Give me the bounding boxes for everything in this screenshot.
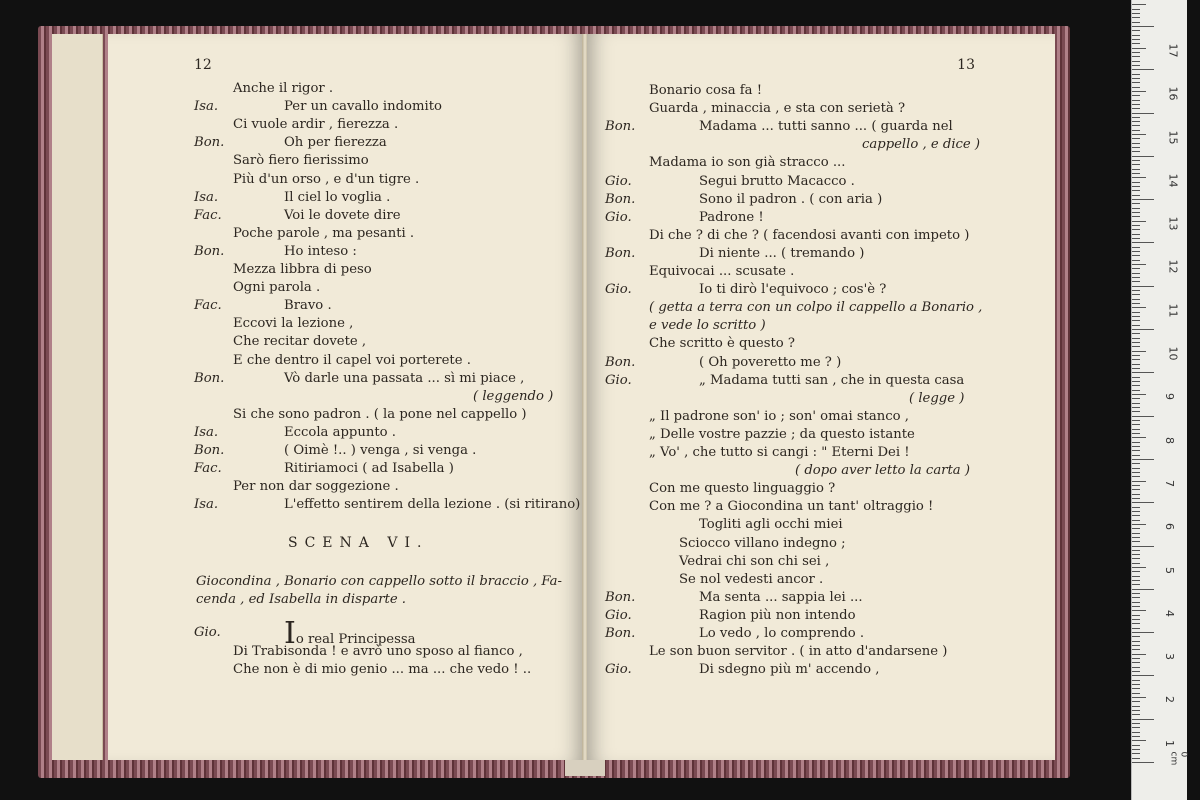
measuring-ruler — [1131, 0, 1187, 800]
ruler-tick — [1132, 242, 1154, 243]
ruler-tick — [1132, 515, 1140, 516]
verse-line: Le son buon servitor . ( in atto d'andarsene ) — [649, 644, 948, 660]
verse-text: o real Principessa — [295, 632, 416, 647]
verse-line: E che dentro il capel voi porterete . — [233, 352, 471, 368]
ruler-tick — [1132, 429, 1140, 430]
speaker-label: Isa. — [194, 424, 219, 440]
ruler-tick — [1132, 550, 1140, 551]
ruler-tick — [1132, 468, 1140, 469]
speaker-label: Bon. — [605, 245, 636, 261]
ruler-tick — [1132, 507, 1140, 508]
ruler-tick — [1132, 351, 1146, 352]
ruler-tick — [1132, 641, 1140, 642]
ruler-tick — [1132, 173, 1140, 174]
verse-line: ( Oh poveretto me ? ) — [699, 354, 842, 370]
ruler-tick — [1132, 758, 1140, 759]
ruler-tick — [1132, 541, 1140, 542]
ruler-tick — [1132, 446, 1140, 447]
ruler-tick — [1132, 520, 1140, 521]
ruler-tick — [1132, 602, 1140, 603]
ruler-tick — [1132, 264, 1146, 265]
ruler-tick — [1132, 43, 1140, 44]
speaker-label: Isa. — [194, 189, 219, 205]
verse-line: Oh per fierezza — [284, 135, 387, 151]
verse-line: Madama io son già stracco ... — [649, 155, 846, 171]
ruler-tick — [1132, 688, 1140, 689]
verse-line: Per un cavallo indomito — [284, 99, 442, 115]
ruler-label: 3 — [1163, 653, 1176, 661]
ruler-tick — [1132, 494, 1140, 495]
verse-line: ( Oimè !.. ) venga , si venga . — [284, 443, 477, 458]
ruler-tick — [1132, 22, 1140, 23]
ruler-label: 8 — [1163, 436, 1176, 444]
ruler-tick — [1132, 693, 1140, 694]
ruler-tick — [1132, 597, 1140, 598]
verse-line: Guarda , minaccia , e sta con serietà ? — [649, 101, 906, 117]
ruler-tick — [1132, 143, 1140, 144]
ruler-tick — [1132, 121, 1140, 122]
ruler-tick — [1132, 307, 1146, 308]
ruler-tick — [1132, 706, 1140, 707]
ruler-tick — [1132, 697, 1146, 698]
ruler-tick — [1132, 87, 1140, 88]
ruler-tick — [1132, 160, 1140, 161]
ruler-tick — [1132, 325, 1140, 326]
ruler-tick — [1132, 138, 1140, 139]
verse-line: Di che ? di che ? ( facendosi avanti con impeto ) — [649, 227, 970, 243]
ruler-tick — [1132, 125, 1140, 126]
verse-line: Ci vuole ardir , fierezza . — [233, 117, 399, 133]
ruler-tick — [1132, 186, 1140, 187]
verse-line: ( dopo aver letto la carta ) — [795, 463, 970, 479]
ruler-tick — [1132, 407, 1140, 408]
ruler-tick — [1132, 554, 1140, 555]
speaker-label: Bon. — [605, 354, 636, 370]
ruler-tick — [1132, 714, 1140, 715]
ruler-tick — [1132, 489, 1140, 490]
verse-line: Il ciel lo voglia . — [284, 189, 391, 205]
ruler-label: 5 — [1163, 566, 1176, 574]
ruler-tick — [1132, 212, 1140, 213]
ruler-tick — [1132, 208, 1140, 209]
verse-line: Di sdegno più m' accendo , — [699, 662, 880, 678]
page-number: 12 — [194, 57, 212, 73]
ruler-tick — [1132, 546, 1154, 547]
speaker-label: Bon. — [194, 443, 225, 458]
ruler-tick — [1132, 628, 1140, 629]
ruler-tick — [1132, 320, 1140, 321]
speaker-label: Fac. — [194, 207, 222, 223]
speaker-label: Gio. — [605, 282, 632, 298]
ruler-tick — [1132, 524, 1146, 525]
ruler-tick — [1132, 251, 1140, 252]
verse-line: Equivocai ... scusate . — [649, 264, 795, 279]
ruler-label: 1 — [1163, 739, 1176, 747]
ruler-tick — [1132, 416, 1154, 417]
ruler-tick — [1132, 498, 1140, 499]
ruler-tick — [1132, 615, 1140, 616]
ruler-tick — [1132, 229, 1140, 230]
ruler-tick — [1132, 290, 1140, 291]
ruler-tick — [1132, 710, 1140, 711]
ruler-tick — [1132, 502, 1154, 503]
verse-line: Se nol vedesti ancor . — [679, 571, 824, 587]
ruler-tick — [1132, 82, 1140, 83]
speaker-label: Gio. — [605, 662, 632, 678]
ruler-tick — [1132, 727, 1140, 728]
ruler-tick — [1132, 667, 1140, 668]
ruler-tick — [1132, 424, 1140, 425]
ruler-tick — [1132, 364, 1140, 365]
speaker-label: Gio. — [605, 607, 632, 623]
ruler-tick — [1132, 606, 1140, 607]
ruler-tick — [1132, 225, 1140, 226]
verse-line: Ma senta ... sappia lei ... — [699, 589, 863, 605]
bookmark-band — [565, 760, 605, 776]
verse-line: Segui brutto Macacco . — [699, 173, 855, 189]
ruler-tick — [1132, 372, 1154, 373]
ruler-tick — [1132, 459, 1154, 460]
ruler-tick — [1132, 433, 1140, 434]
ruler-tick — [1132, 385, 1140, 386]
ruler-label: 6 — [1163, 523, 1176, 531]
verse-line: Che non è di mio genio ... ma ... che vedo ! .. — [233, 662, 532, 677]
ruler-tick — [1132, 528, 1140, 529]
ruler-tick — [1132, 338, 1140, 339]
ruler-tick — [1132, 221, 1146, 222]
verse-line: Ritiriamoci ( ad Isabella ) — [284, 461, 454, 477]
ruler-tick — [1132, 732, 1140, 733]
ruler-tick — [1132, 151, 1140, 152]
ruler-tick — [1132, 463, 1140, 464]
ruler-tick — [1132, 450, 1140, 451]
stage-direction: Giocondina , Bonario con cappello sotto il braccio , Fa- — [196, 574, 563, 589]
ruler-tick — [1132, 247, 1140, 248]
ruler-tick — [1132, 658, 1140, 659]
verse-line: „ Delle vostre pazzie ; da questo istante — [649, 426, 915, 442]
ruler-label: 13 — [1166, 216, 1180, 231]
ruler-tick — [1132, 481, 1146, 482]
ruler-tick — [1132, 52, 1140, 53]
ruler-tick — [1132, 749, 1140, 750]
verse-line: ( leggendo ) — [473, 388, 554, 404]
ruler-tick — [1132, 563, 1140, 564]
speaker-label: Isa. — [194, 497, 219, 513]
verse-line: Vedrai chi son chi sei , — [679, 553, 830, 569]
speaker-label: Isa. — [194, 99, 219, 115]
ruler-tick — [1132, 294, 1140, 295]
ruler-tick — [1132, 177, 1146, 178]
ruler-tick — [1132, 740, 1146, 741]
ruler-tick — [1132, 368, 1140, 369]
verse-line: „ Vo' , che tutto si cangi : " Eterni Dei ! — [649, 445, 910, 460]
ruler-tick — [1132, 455, 1140, 456]
ruler-tick — [1132, 680, 1140, 681]
ruler-label: 10 — [1166, 346, 1180, 361]
verse-line: Ogni parola . — [233, 280, 321, 296]
verse-line: „ Madama tutti san , che in questa casa — [699, 372, 965, 388]
ruler-tick — [1132, 537, 1140, 538]
ruler-tick — [1132, 56, 1140, 57]
ruler-tick — [1132, 234, 1140, 235]
ruler-tick — [1132, 662, 1140, 663]
ruler-label: 9 — [1163, 393, 1176, 401]
ruler-tick — [1132, 95, 1140, 96]
verse-line: Sono il padron . ( con aria ) — [699, 191, 883, 207]
ruler-tick — [1132, 745, 1140, 746]
ruler-tick — [1132, 277, 1140, 278]
ruler-tick — [1132, 533, 1140, 534]
right-page — [587, 34, 1055, 760]
ruler-tick — [1132, 567, 1146, 568]
ruler-tick — [1132, 329, 1154, 330]
ruler-tick — [1132, 216, 1140, 217]
ruler-tick — [1132, 411, 1140, 412]
speaker-label: Bon. — [194, 135, 225, 151]
verse-line: Togliti agli occhi miei — [699, 517, 843, 533]
ruler-tick — [1132, 403, 1140, 404]
ruler-tick — [1132, 333, 1140, 334]
ruler-tick — [1132, 377, 1140, 378]
ruler-tick — [1132, 342, 1140, 343]
speaker-label: Fac. — [194, 461, 222, 477]
page-number: 13 — [957, 57, 975, 73]
verse-line: Per non dar soggezione . — [233, 479, 399, 495]
speaker-label: Gio. — [605, 209, 632, 225]
ruler-label: 11 — [1166, 303, 1180, 318]
ruler-tick — [1132, 485, 1140, 486]
ruler-tick — [1132, 589, 1154, 590]
ruler-tick — [1132, 4, 1146, 5]
ruler-tick — [1132, 286, 1154, 287]
ruler-tick — [1132, 346, 1140, 347]
verse-line: Di niente ... ( tremando ) — [699, 245, 865, 261]
ruler-tick — [1132, 74, 1140, 75]
ruler-label: 7 — [1163, 479, 1176, 487]
ruler-tick — [1132, 195, 1140, 196]
verse-line: Più d'un orso , e d'un tigre . — [233, 171, 420, 187]
verse-line: Eccola appunto . — [284, 424, 396, 440]
verse-line: Bravo . — [284, 298, 332, 314]
ruler-tick — [1132, 394, 1146, 395]
ruler-tick — [1132, 584, 1140, 585]
ruler-tick — [1132, 390, 1140, 391]
verse-line: Con me ? a Giocondina un tant' oltraggio ! — [649, 499, 934, 515]
verse-line: Vò darle una passata ... sì mi piace , — [284, 370, 525, 386]
speaker-label: Bon. — [605, 191, 636, 207]
ruler-tick — [1132, 299, 1140, 300]
ruler-tick — [1132, 576, 1140, 577]
verse-line: Mezza libbra di peso — [233, 262, 372, 277]
ruler-label: 12 — [1166, 259, 1180, 274]
ruler-tick — [1132, 238, 1140, 239]
verse-line: Padrone ! — [699, 209, 764, 225]
speaker-label: Bon. — [605, 626, 636, 641]
ruler-tick — [1132, 281, 1140, 282]
ruler-tick — [1132, 359, 1140, 360]
stage-direction-cont: cenda , ed Isabella in disparte . — [196, 592, 407, 607]
ruler-tick — [1132, 199, 1154, 200]
verse-line: L'effetto sentirem della lezione . (si ritirano) — [284, 497, 581, 513]
ruler-tick — [1132, 17, 1140, 18]
ruler-tick — [1132, 619, 1140, 620]
verse-line: Sarò fiero fierissimo — [233, 153, 369, 169]
ruler-tick — [1132, 736, 1140, 737]
ruler-label: 2 — [1163, 696, 1176, 704]
speaker-label: Bon. — [194, 243, 225, 259]
verse-line: ( legge ) — [909, 390, 965, 406]
ruler-tick — [1132, 30, 1140, 31]
ruler-tick — [1132, 9, 1140, 10]
ruler-tick — [1132, 117, 1140, 118]
ruler-tick — [1132, 753, 1140, 754]
speaker-label: Gio. — [605, 372, 632, 388]
speaker-label: Bon. — [605, 589, 636, 605]
ruler-tick — [1132, 476, 1140, 477]
ruler-tick — [1132, 69, 1154, 70]
ruler-tick — [1132, 182, 1140, 183]
speaker-label: Fac. — [194, 298, 222, 314]
ruler-tick — [1132, 91, 1146, 92]
ruler-tick — [1132, 35, 1140, 36]
ruler-tick — [1132, 398, 1140, 399]
speaker-label: Bon. — [194, 370, 225, 386]
ruler-tick — [1132, 316, 1140, 317]
ruler-tick — [1132, 255, 1140, 256]
ruler-tick — [1132, 13, 1140, 14]
verse-line: „ Il padrone son' io ; son' omai stanco , — [649, 408, 909, 424]
verse-line: Con me questo linguaggio ? — [649, 481, 836, 497]
ruler-tick — [1132, 78, 1140, 79]
ruler-tick — [1132, 134, 1146, 135]
ruler-tick — [1132, 273, 1140, 274]
ruler-tick — [1132, 580, 1140, 581]
verse-line: Si che sono padron . ( la pone nel cappello ) — [233, 406, 527, 422]
ruler-tick — [1132, 108, 1140, 109]
ruler-tick — [1132, 100, 1140, 101]
ruler-tick — [1132, 147, 1140, 148]
ruler-tick — [1132, 442, 1140, 443]
ruler-tick — [1132, 65, 1140, 66]
ruler-label: 16 — [1166, 86, 1180, 101]
ruler-tick — [1132, 61, 1140, 62]
verse-line: Voi le dovete dire — [284, 207, 401, 223]
ruler-tick — [1132, 671, 1140, 672]
ruler-tick — [1132, 610, 1146, 611]
flyleaf — [52, 34, 103, 760]
ruler-tick — [1132, 303, 1140, 304]
ruler-label: 17 — [1166, 43, 1180, 58]
ruler-tick — [1132, 437, 1146, 438]
ruler-tick — [1132, 104, 1140, 105]
verse-line: Madama ... tutti sanno ... ( guarda nel — [699, 119, 953, 135]
speaker-label: Gio. — [605, 173, 632, 189]
ruler-tick — [1132, 130, 1140, 131]
verse-line: Poche parole , ma pesanti . — [233, 225, 415, 241]
ruler-tick — [1132, 636, 1140, 637]
verse-line: Sciocco villano indegno ; — [679, 535, 846, 551]
ruler-label: 14 — [1166, 173, 1180, 188]
left-page — [108, 34, 583, 760]
ruler-tick — [1132, 164, 1140, 165]
ruler-tick — [1132, 762, 1154, 763]
verse-line: Anche il rigor . — [233, 81, 334, 96]
verse-line: Io ti dirò l'equivoco ; cos'è ? — [699, 282, 887, 298]
ruler-tick — [1132, 675, 1154, 676]
speaker-label: Gio. — [194, 625, 221, 640]
verse-line: cappello , e dice ) — [862, 137, 981, 153]
ruler-tick — [1132, 701, 1140, 702]
ruler-tick — [1132, 472, 1140, 473]
verse-line: Bonario cosa fa ! — [649, 83, 763, 98]
ruler-tick — [1132, 169, 1140, 170]
ruler-tick — [1132, 723, 1140, 724]
verse-line: Che recitar dovete , — [233, 334, 367, 350]
ruler-tick — [1132, 26, 1154, 27]
ruler-tick — [1132, 632, 1154, 633]
verse-line: e vede lo scritto ) — [649, 318, 766, 334]
ruler-tick — [1132, 381, 1140, 382]
verse-line: Ho inteso : — [284, 243, 357, 259]
drop-cap: I — [284, 616, 296, 651]
ruler-tick — [1132, 190, 1140, 191]
verse-line: Ragion più non intendo — [699, 607, 856, 623]
ruler-tick — [1132, 156, 1154, 157]
ruler-tick — [1132, 312, 1140, 313]
ruler-tick — [1132, 719, 1154, 720]
verse-line: Di Trabisonda ! e avrò uno sposo al fianco , — [233, 644, 523, 659]
ruler-tick — [1132, 113, 1154, 114]
scene-title: SCENA VI. — [288, 535, 429, 551]
ruler-tick — [1132, 511, 1140, 512]
ruler-tick — [1132, 260, 1140, 261]
ruler-tick — [1132, 558, 1140, 559]
ruler-tick — [1132, 48, 1146, 49]
ruler-tick — [1132, 420, 1140, 421]
ruler-tick — [1132, 684, 1140, 685]
ruler-tick — [1132, 654, 1146, 655]
ruler-tick — [1132, 593, 1140, 594]
verse-line: Che scritto è questo ? — [649, 336, 795, 352]
ruler-tick — [1132, 571, 1140, 572]
ruler-tick — [1132, 645, 1140, 646]
ruler-unit: 0 cm — [1168, 751, 1189, 766]
ruler-tick — [1132, 649, 1140, 650]
ruler-tick — [1132, 39, 1140, 40]
ruler-tick — [1132, 355, 1140, 356]
speaker-label: Bon. — [605, 119, 636, 135]
verse-line: Lo vedo , lo comprendo . — [699, 626, 865, 641]
verse-line: Eccovi la lezione , — [233, 316, 354, 332]
ruler-tick — [1132, 623, 1140, 624]
ruler-label: 4 — [1163, 609, 1176, 617]
ruler-label: 15 — [1166, 130, 1180, 144]
ruler-tick — [1132, 203, 1140, 204]
ruler-tick — [1132, 268, 1140, 269]
verse-line: ( getta a terra con un colpo il cappello a Bonario , — [649, 300, 983, 316]
